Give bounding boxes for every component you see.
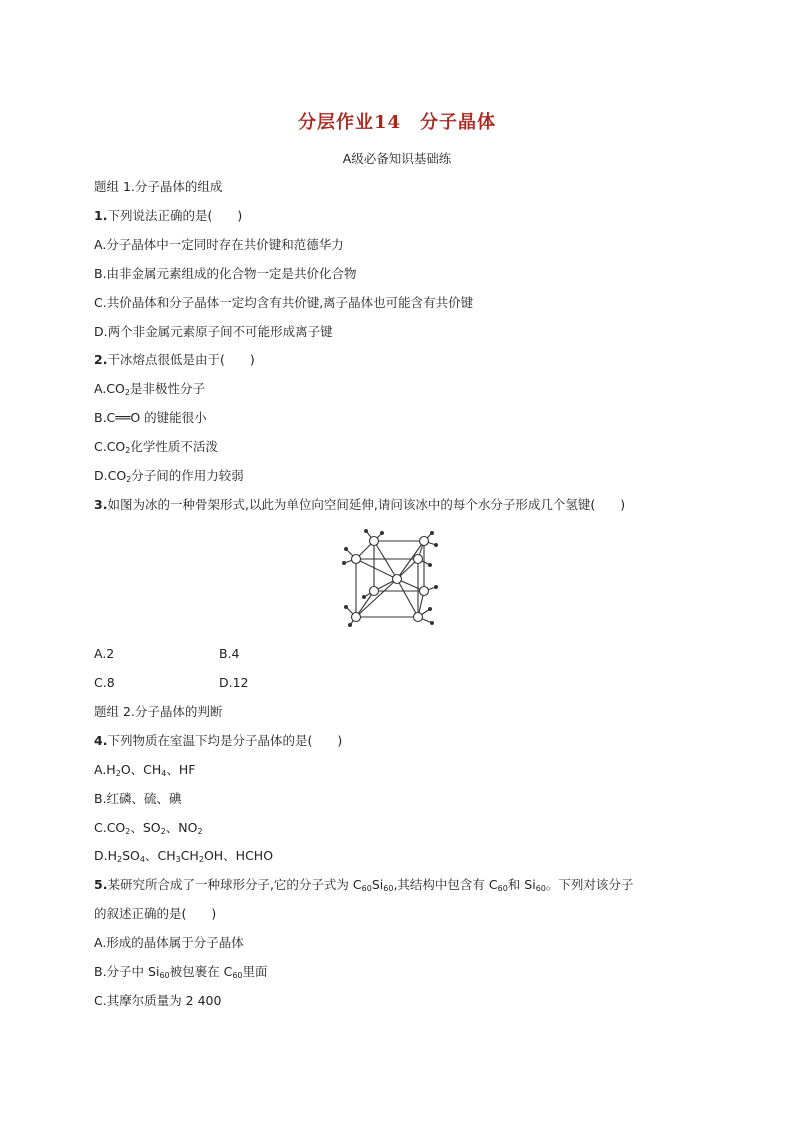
q2-c-sub: 2 — [125, 446, 131, 455]
q1-option-b: B.由非金属元素组成的化合物一定是共价化合物 — [94, 266, 357, 281]
q2-d-post: 分子间的作用力较弱 — [131, 468, 244, 483]
q2-number: 2. — [94, 352, 108, 367]
t: 某研究所合成了一种球形分子,它的分子式为 C — [107, 877, 362, 892]
q5-stem — [94, 877, 633, 893]
sub: 60 — [383, 884, 394, 893]
group2-text: 分子晶体的判断 — [134, 704, 223, 719]
q3-option-a: A.2 — [94, 646, 115, 661]
q5-option-c: C.其摩尔质量为 2 400 — [94, 993, 222, 1008]
q4-stem — [94, 733, 342, 749]
q4-option-d — [94, 848, 273, 864]
q1-number: 1. — [94, 208, 108, 223]
q3-option-b: B.4 — [219, 646, 240, 661]
t: 里面 — [242, 964, 268, 979]
q4-number: 4. — [94, 733, 108, 748]
sub: 4 — [139, 855, 145, 864]
sub: 2 — [115, 769, 121, 778]
t: OH、HCHO — [203, 848, 274, 863]
q4-option-a — [94, 762, 195, 778]
q2-a-sub: 2 — [124, 388, 130, 397]
q5-number: 5. — [94, 877, 108, 892]
q4-option-b: B.红磷、硫、碘 — [94, 791, 182, 806]
group1-label: 题组 1. — [94, 179, 135, 194]
q1-stem — [94, 208, 242, 224]
page-title: 分层作业14 分子晶体 — [297, 112, 497, 133]
sub: 60 — [497, 884, 508, 893]
t: O、CH — [120, 762, 162, 777]
t: SO — [122, 848, 140, 863]
t: A.H — [94, 762, 116, 777]
t: D.H — [94, 848, 117, 863]
sub: 2 — [117, 855, 123, 864]
sub: 2 — [125, 827, 131, 836]
group2-heading — [94, 704, 222, 720]
t: 。下列对该分子 — [545, 877, 634, 892]
t: Si — [371, 877, 384, 892]
t: ,其结构中包含有 C — [393, 877, 498, 892]
q3-stem-text: 如图为冰的一种骨架形式,以此为单位向空间延伸,请问该冰中的每个水分子形成几个氢键( ) — [107, 497, 626, 512]
sub: 60 — [232, 971, 243, 980]
t: C.CO — [94, 820, 126, 835]
group1-heading — [94, 179, 222, 195]
section-subtitle: A级必备知识基础练 — [342, 151, 452, 166]
q2-stem — [94, 352, 255, 368]
sub: 60 — [535, 884, 546, 893]
t: 、HF — [166, 762, 196, 777]
sub: 4 — [161, 769, 167, 778]
sub: 60 — [361, 884, 372, 893]
q5-stem-line2: 的叙述正确的是( ) — [94, 906, 217, 921]
q4-stem-text: 下列物质在室温下均是分子晶体的是( ) — [107, 733, 343, 748]
sub: 2 — [198, 855, 204, 864]
sub: 60 — [159, 971, 170, 980]
q1-option-d: D.两个非金属元素原子间不可能形成离子键 — [94, 324, 333, 339]
sub: 2 — [160, 827, 166, 836]
q2-option-d — [94, 468, 244, 484]
group2-label: 题组 2. — [94, 704, 135, 719]
q3-option-d: D.12 — [219, 675, 249, 690]
q1-option-c: C.共价晶体和分子晶体一定均含有共价键,离子晶体也可能含有共价键 — [94, 295, 474, 310]
q2-d-sub: 2 — [126, 475, 132, 484]
q3-stem — [94, 497, 625, 513]
t: 和 Si — [507, 877, 536, 892]
q2-option-c — [94, 439, 218, 455]
t: 、NO — [165, 820, 198, 835]
t: 、CH — [144, 848, 176, 863]
sub: 3 — [175, 855, 181, 864]
q2-stem-text: 干冰熔点很低是由于( ) — [107, 352, 255, 367]
q2-option-b: B.C══O 的键能很小 — [94, 410, 207, 425]
q3-number: 3. — [94, 497, 108, 512]
q2-c-post: 化学性质不活泼 — [130, 439, 218, 454]
t: B.分子中 Si — [94, 964, 160, 979]
q1-stem-text: 下列说法正确的是( ) — [107, 208, 243, 223]
t: 、SO — [130, 820, 161, 835]
q5-option-b — [94, 964, 268, 980]
figure-atoms — [352, 537, 429, 622]
group1-text: 分子晶体的组成 — [134, 179, 223, 194]
q2-c-pre: C.CO — [94, 439, 126, 454]
sub: 2 — [197, 827, 203, 836]
t: CH — [180, 848, 199, 863]
q2-a-post: 是非极性分子 — [129, 381, 205, 396]
q1-option-a: A.分子晶体中一定同时存在共价键和范德华力 — [94, 237, 344, 252]
q5-option-a: A.形成的晶体属于分子晶体 — [94, 935, 244, 950]
q4-option-c — [94, 820, 203, 836]
ice-structure-figure — [340, 527, 450, 627]
q2-d-pre: D.CO — [94, 468, 127, 483]
q3-option-c: C.8 — [94, 675, 115, 690]
q2-option-a — [94, 381, 205, 397]
t: 被包裹在 C — [169, 964, 233, 979]
q2-a-pre: A.CO — [94, 381, 125, 396]
